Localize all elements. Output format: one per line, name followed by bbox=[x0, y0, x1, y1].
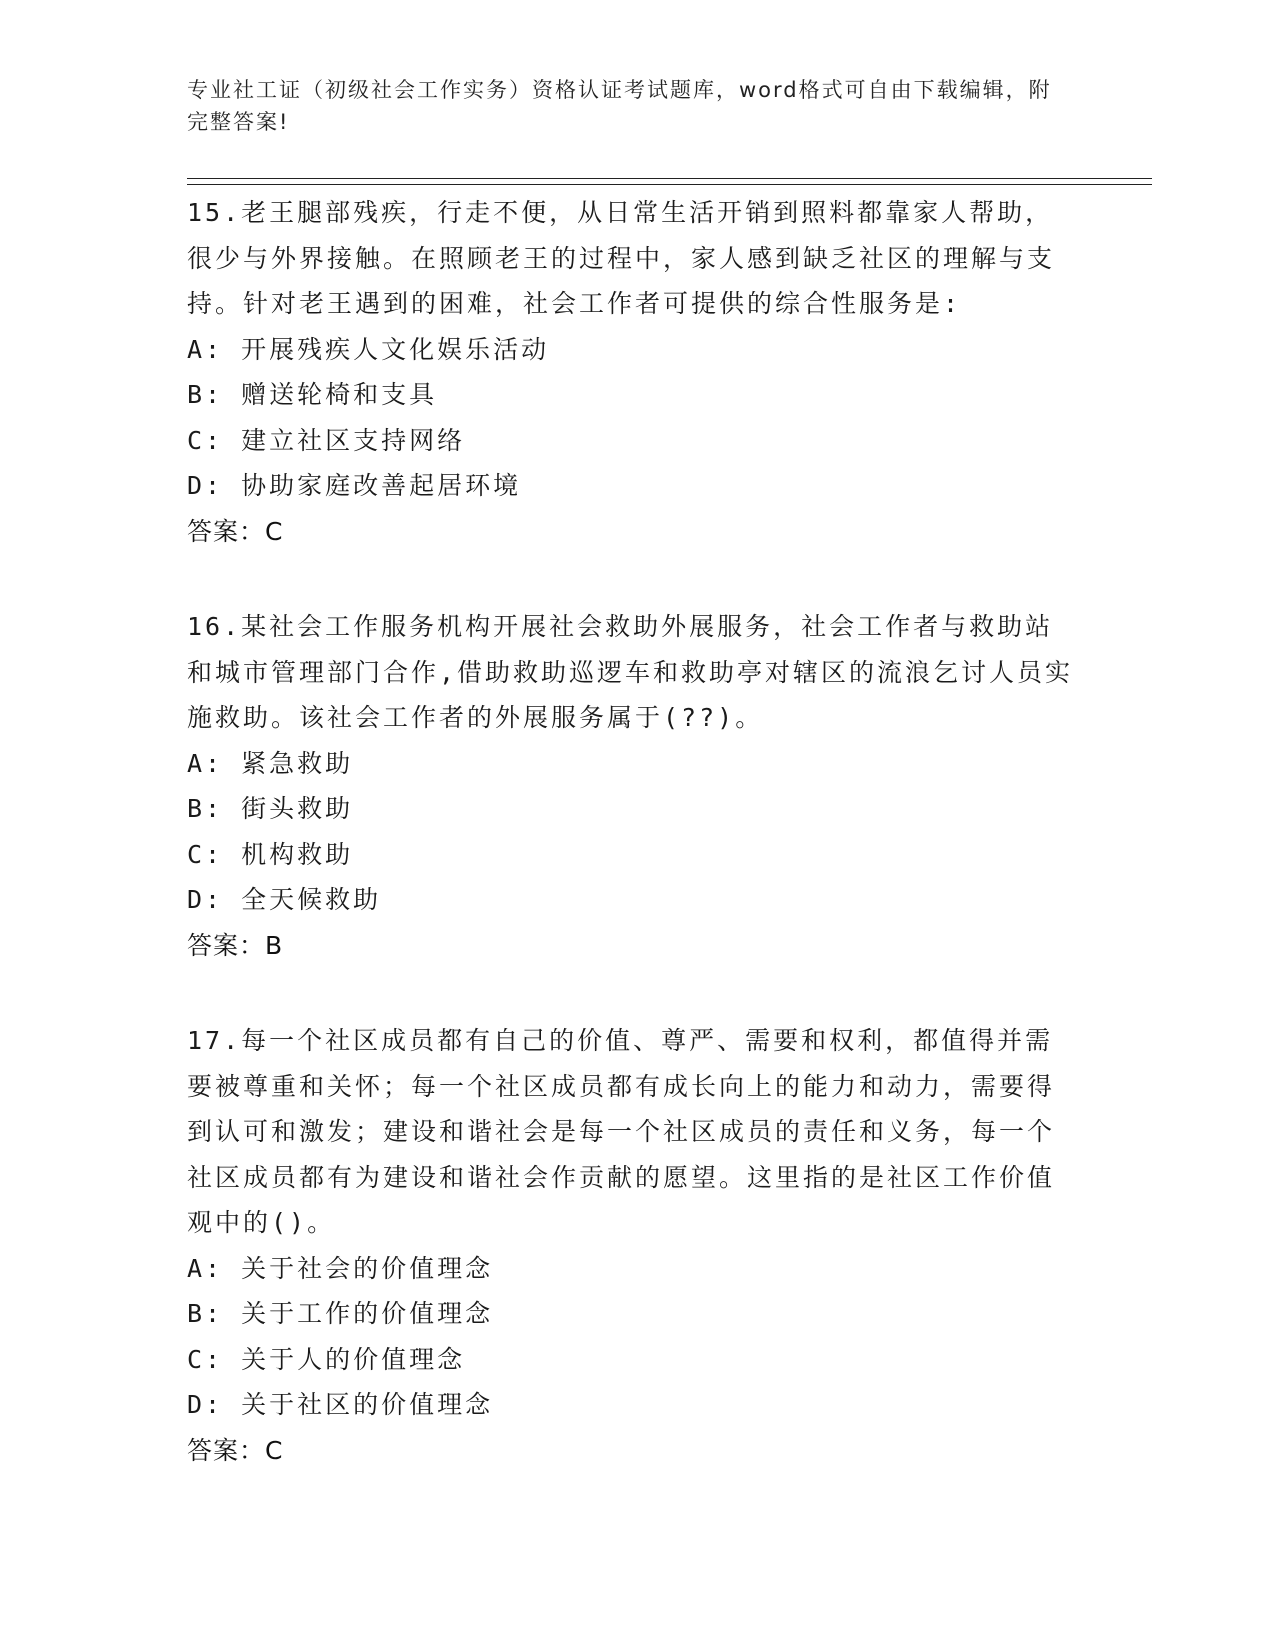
option-c: C: 关于人的价值理念 bbox=[187, 1344, 466, 1374]
answer-line bbox=[187, 509, 1077, 555]
answer-label: 答案： bbox=[187, 930, 266, 960]
question-17 bbox=[187, 1018, 1077, 1473]
option-d: D: 协助家庭改善起居环境 bbox=[187, 471, 522, 500]
answer-label: 答案： bbox=[187, 516, 266, 546]
question-stem: 17.每一个社区成员都有自己的价值、尊严、需要和权利，都值得并需要被尊重和关怀；每一个社区成员都有成长向上的能力和动力，需要得到认可和激发；建设和谐社会是每一个社区成员的责任和义务，每一个社区成员都有为建设和谐社会作贡献的愿望。这里指的是社区工作价值观中的()。 bbox=[187, 1026, 1056, 1237]
answer-value: C bbox=[265, 1435, 284, 1465]
option-a: A: 紧急救助 bbox=[187, 748, 354, 778]
answer-line bbox=[187, 1428, 1077, 1474]
question-16 bbox=[187, 604, 1077, 968]
option-b: B: 赠送轮椅和支具 bbox=[187, 380, 438, 409]
answer-value: C bbox=[265, 516, 284, 546]
option-a: A: 开展残疾人文化娱乐活动 bbox=[187, 334, 550, 364]
option-d: D: 全天候救助 bbox=[187, 885, 382, 914]
question-stem: 16.某社会工作服务机构开展社会救助外展服务，社会工作者与救助站和城市管理部门合作,借助救助巡逻车和救助亭对辖区的流浪乞讨人员实施救助。该社会工作者的外展服务属于(??)。 bbox=[187, 612, 1074, 732]
option-a: A: 关于社会的价值理念 bbox=[187, 1253, 494, 1283]
option-c: C: 建立社区支持网络 bbox=[187, 425, 466, 455]
header-title: 专业社工证（初级社会工作实务）资格认证考试题库，word格式可自由下载编辑，附完整答案! bbox=[187, 78, 1052, 134]
answer-value: B bbox=[265, 930, 284, 960]
question-15 bbox=[187, 190, 1077, 554]
document-header bbox=[187, 74, 1067, 138]
answer-label: 答案： bbox=[187, 1435, 266, 1465]
option-b: B: 街头救助 bbox=[187, 794, 354, 823]
answer-line bbox=[187, 923, 1077, 969]
option-d: D: 关于社区的价值理念 bbox=[187, 1390, 494, 1419]
option-b: B: 关于工作的价值理念 bbox=[187, 1299, 494, 1328]
option-c: C: 机构救助 bbox=[187, 839, 354, 869]
header-divider-bottom bbox=[187, 184, 1152, 185]
header-divider-top bbox=[187, 178, 1152, 179]
question-stem: 15.老王腿部残疾，行走不便，从日常生活开销到照料都靠家人帮助，很少与外界接触。在照顾老王的过程中，家人感到缺乏社区的理解与支持。针对老王遇到的困难，社会工作者可提供的综合性服务是: bbox=[187, 198, 1056, 318]
question-list bbox=[187, 190, 1077, 1523]
